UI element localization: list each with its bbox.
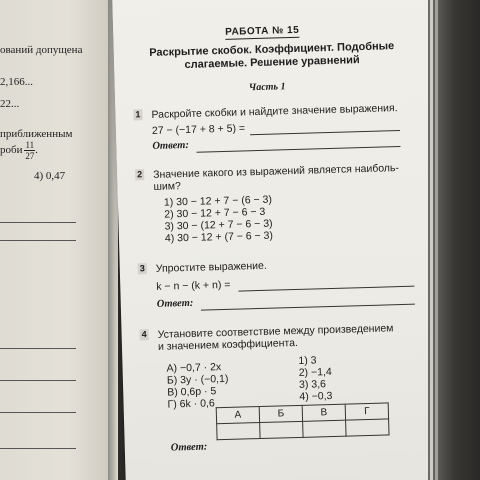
fraction-denominator: 27 xyxy=(25,151,35,161)
table-answer-cell[interactable] xyxy=(260,421,303,438)
option-item: 4) 30 − 12 + (7 − 6 − 3) xyxy=(164,229,274,245)
task-text: и значением коэффициента. xyxy=(157,336,299,353)
left-text-line: 2,166... xyxy=(0,76,33,88)
option-item: 4) −0,3 xyxy=(299,390,333,403)
answer-table xyxy=(216,402,390,440)
left-text-line: приближенным xyxy=(0,128,73,140)
left-option: 4) 0,47 xyxy=(34,170,66,182)
table-answer-cell[interactable] xyxy=(303,420,346,437)
table-header-cell: Г xyxy=(345,403,388,420)
option-item: А) −0,7 · 2x xyxy=(166,361,222,375)
table-header-cell: В xyxy=(302,404,345,421)
option-item: 2) 30 − 12 + 7 − 6 − 3 xyxy=(164,205,266,221)
answer-label: Ответ: xyxy=(156,297,194,310)
answer-label: Ответ: xyxy=(170,441,208,454)
left-fraction-line xyxy=(0,140,38,161)
left-rule xyxy=(0,348,76,349)
fraction xyxy=(24,140,35,161)
page-edge-sheet xyxy=(430,0,433,480)
left-rule xyxy=(0,222,76,223)
left-page xyxy=(0,0,110,480)
topic-title-line: Раскрытие скобок. Коэффициент. Подобные xyxy=(149,40,395,59)
page-edge-sheet xyxy=(435,0,438,480)
left-text-line: ований допущена xyxy=(0,44,83,56)
left-text: . xyxy=(35,144,38,157)
option-item: 2) −1,4 xyxy=(298,366,332,379)
answer-line xyxy=(250,130,400,135)
right-page xyxy=(112,0,446,480)
left-rule xyxy=(0,448,76,449)
answer-line xyxy=(201,304,415,311)
table-answer-cell[interactable] xyxy=(346,419,389,436)
task-text: Упростите выражение. xyxy=(155,259,267,275)
task-text: Значение какого из выражений является наиболь- xyxy=(153,162,400,181)
task-number: 1 xyxy=(133,109,142,120)
task-text: Установите соответствие между произведением xyxy=(157,322,394,341)
left-text: роби xyxy=(0,144,23,157)
table-header-cell: А xyxy=(216,407,259,424)
work-title: РАБОТА № 15 xyxy=(225,24,300,38)
left-rule xyxy=(0,240,76,241)
option-item: 1) 3 xyxy=(298,354,317,367)
answer-line xyxy=(197,146,401,153)
left-rule xyxy=(0,412,76,413)
answer-label: Ответ: xyxy=(152,139,190,152)
option-item: 1) 30 − 12 + 7 − (6 − 3) xyxy=(163,193,273,209)
task-number: 3 xyxy=(138,263,147,274)
option-item: 3) 30 − (12 + 7 − 6 − 3) xyxy=(164,217,273,233)
option-item: В) 0,6p · 5 xyxy=(167,385,217,399)
page-edges xyxy=(428,0,480,480)
topic-title-line: слагаемые. Решение уравнений xyxy=(184,54,360,72)
answer-line xyxy=(238,286,414,292)
task-number: 4 xyxy=(139,329,148,340)
task-expression: k − n − (k + n) = xyxy=(156,278,231,293)
left-rule xyxy=(0,380,76,381)
left-text-line: 22... xyxy=(0,98,20,110)
table-row xyxy=(217,419,389,440)
option-item: 3) 3,6 xyxy=(298,378,327,391)
task-text: Раскройте скобки и найдите значение выражения. xyxy=(151,102,398,121)
option-item: Б) 3y · (−0,1) xyxy=(166,372,229,387)
table-answer-cell[interactable] xyxy=(217,423,260,440)
task-text: шим? xyxy=(153,180,182,193)
option-item: Г) 6k · 0,6 xyxy=(167,397,215,411)
task-expression: 27 − (−17 + 8 + 5) = xyxy=(151,122,246,137)
fraction-numerator: 11 xyxy=(25,140,35,150)
part-title: Часть 1 xyxy=(248,81,286,94)
table-header-cell: Б xyxy=(259,405,302,422)
task-number: 2 xyxy=(135,169,144,180)
